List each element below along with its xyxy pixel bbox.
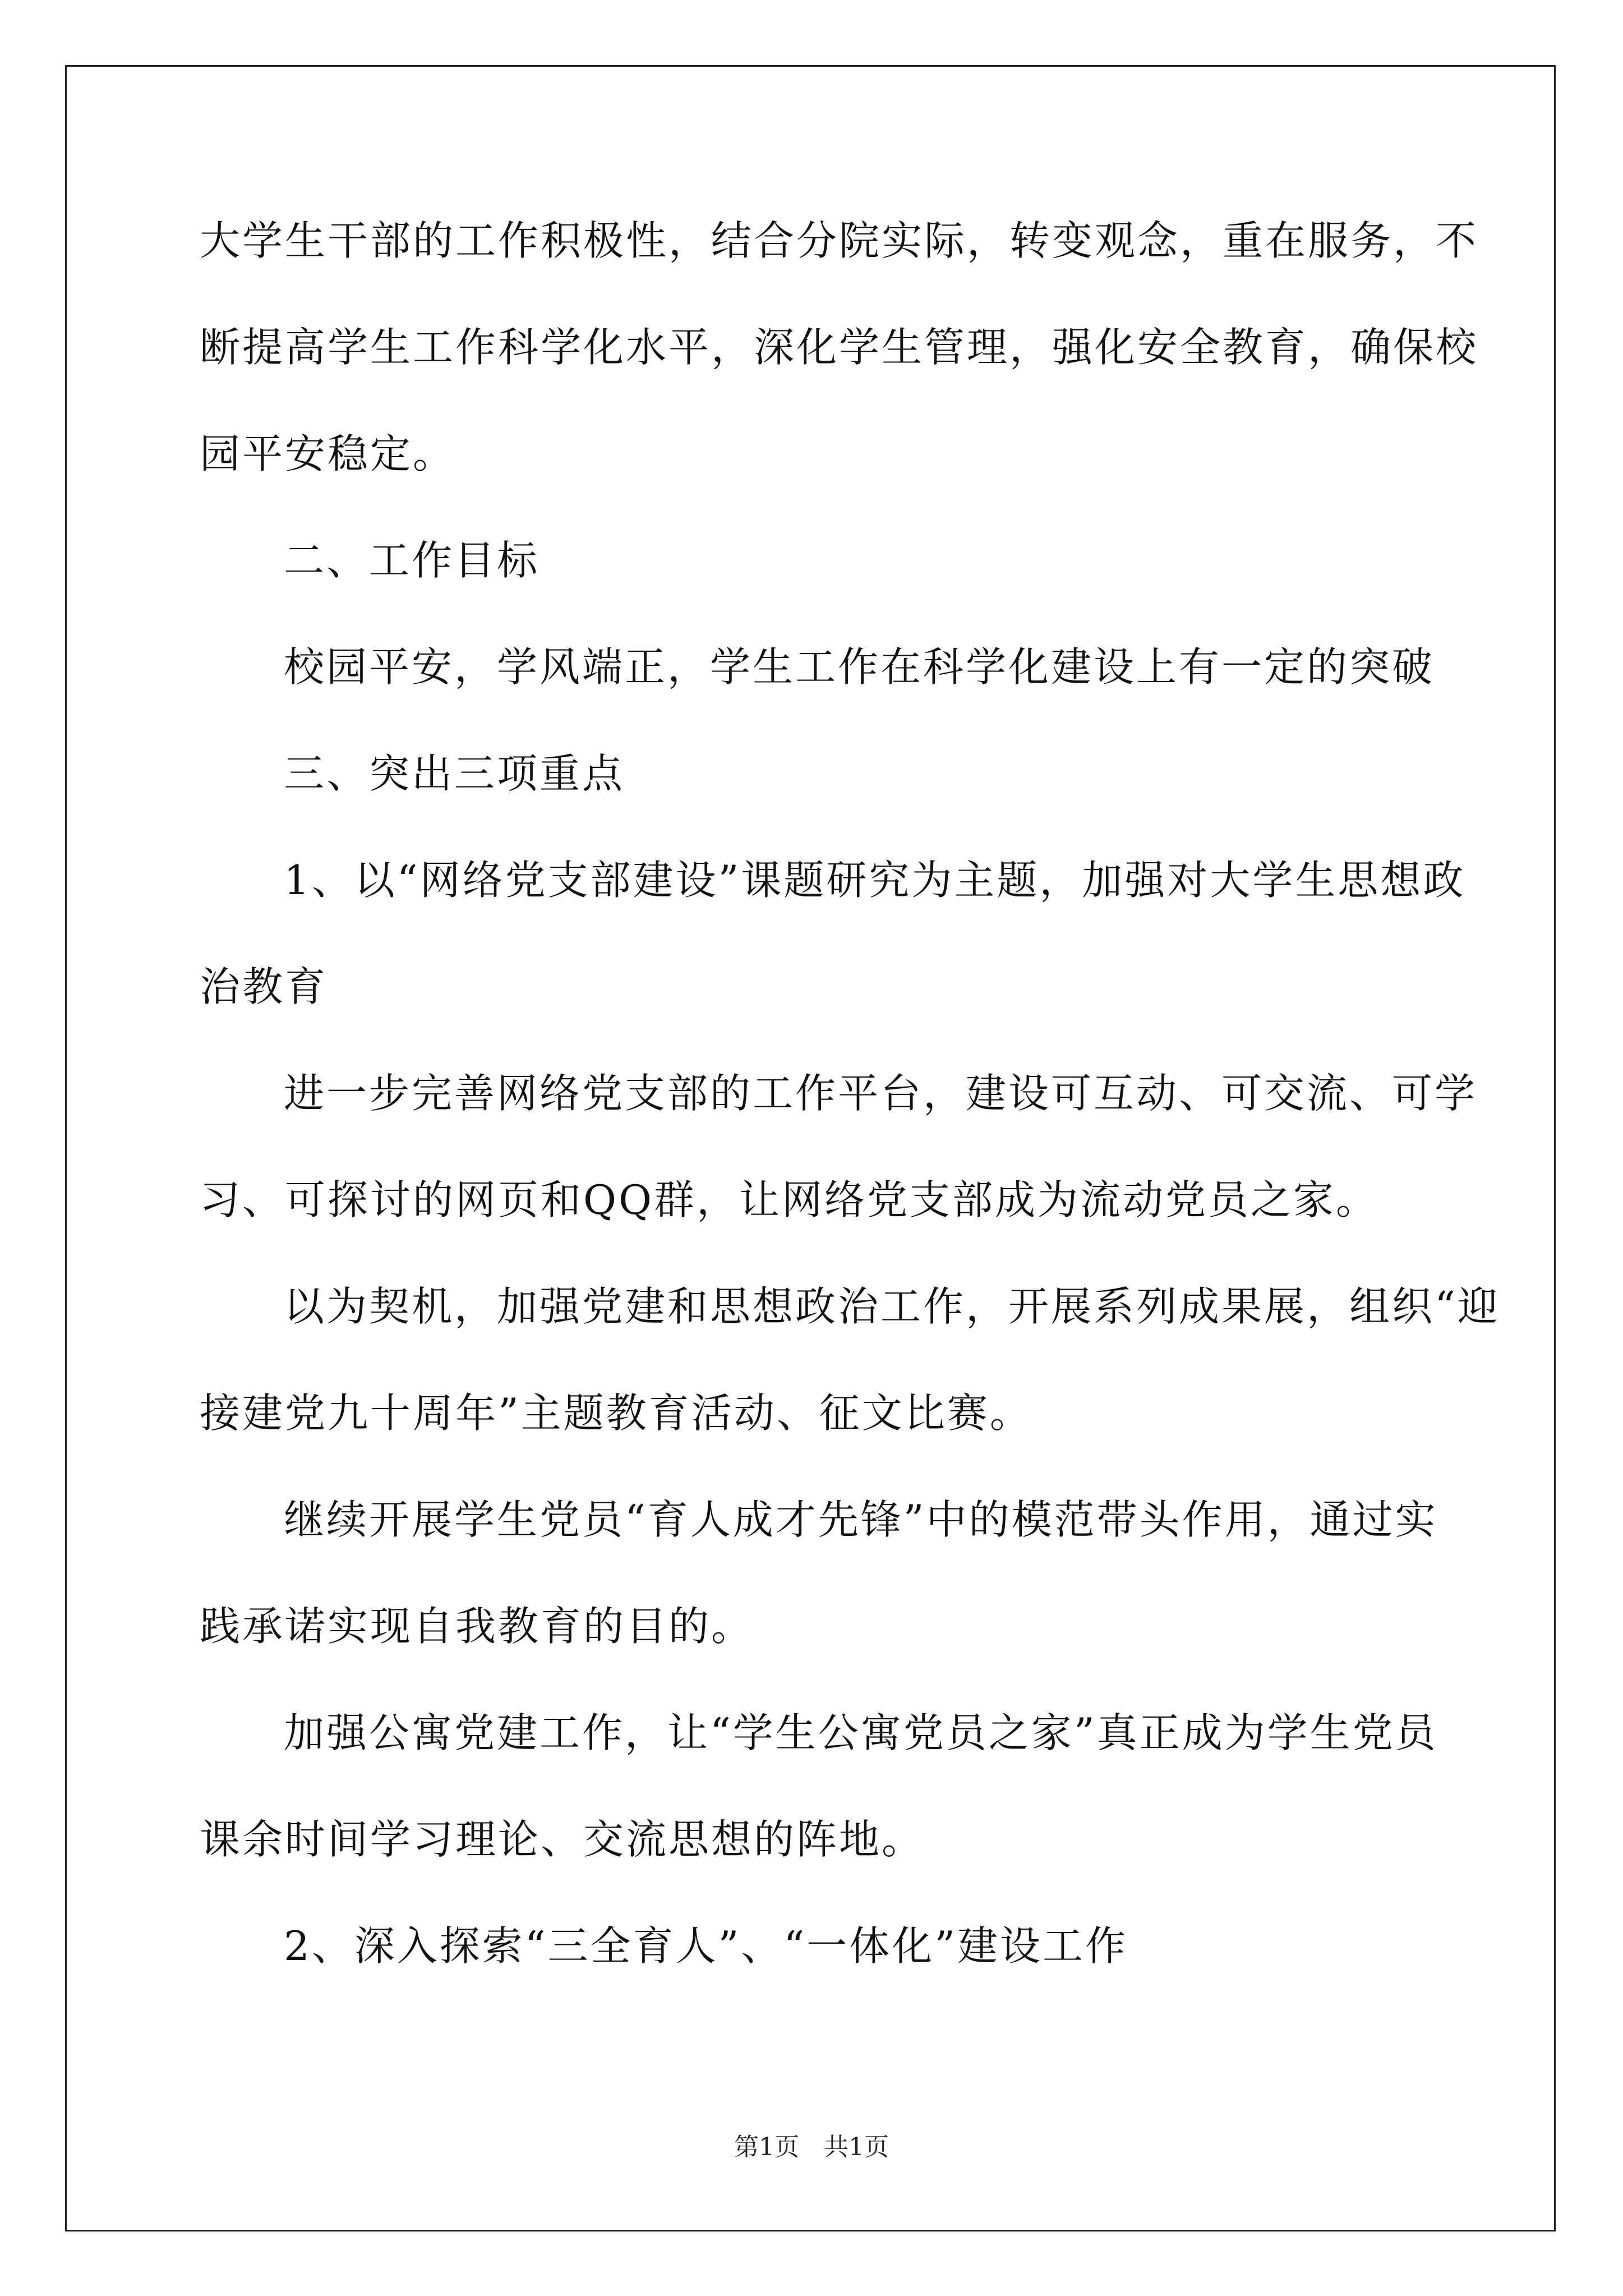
text-line: 断提高学生工作科学化水平，深化学生管理，强化安全教育，确保校: [200, 324, 1479, 371]
text-line: 以为契机，加强党建和思想政治工作，开展系列成果展，组织“迎: [284, 1283, 1500, 1330]
text-line: 2、深入探索“三全育人”、“一体化”建设工作: [284, 1922, 1128, 1970]
text-line: 加强公寓党建工作，让“学生公寓党员之家”真正成为学生党员: [284, 1709, 1438, 1756]
text-line: 治教育: [200, 963, 328, 1010]
text-line: 继续开展学生党员“育人成才先锋”中的模范带头作用，通过实: [284, 1496, 1438, 1543]
page-footer: 第1页 共1页: [734, 2133, 889, 2161]
text-line: 园平安稳定。: [200, 430, 456, 477]
text-line: 接建党九十周年”主题教育活动、征文比赛。: [200, 1389, 1032, 1437]
text-line: 大学生干部的工作积极性，结合分院实际，转变观念，重在服务，不: [200, 217, 1479, 264]
page-border: [65, 65, 1556, 2231]
text-line: 进一步完善网络党支部的工作平台，建设可互动、可交流、可学: [284, 1070, 1478, 1117]
section-heading: 三、突出三项重点: [284, 750, 625, 797]
text-line: 践承诺实现自我教育的目的。: [200, 1603, 754, 1650]
text-line: 校园平安，学风端正，学生工作在科学化建设上有一定的突破: [284, 643, 1435, 691]
text-line: 课余时间学习理论、交流思想的阵地。: [200, 1816, 925, 1863]
section-heading: 二、工作目标: [284, 537, 540, 584]
text-line: 习、可探讨的网页和QQ群，让网络党支部成为流动党员之家。: [200, 1176, 1379, 1223]
text-line: 1、以“网络党支部建设”课题研究为主题，加强对大学生思想政: [284, 857, 1466, 904]
